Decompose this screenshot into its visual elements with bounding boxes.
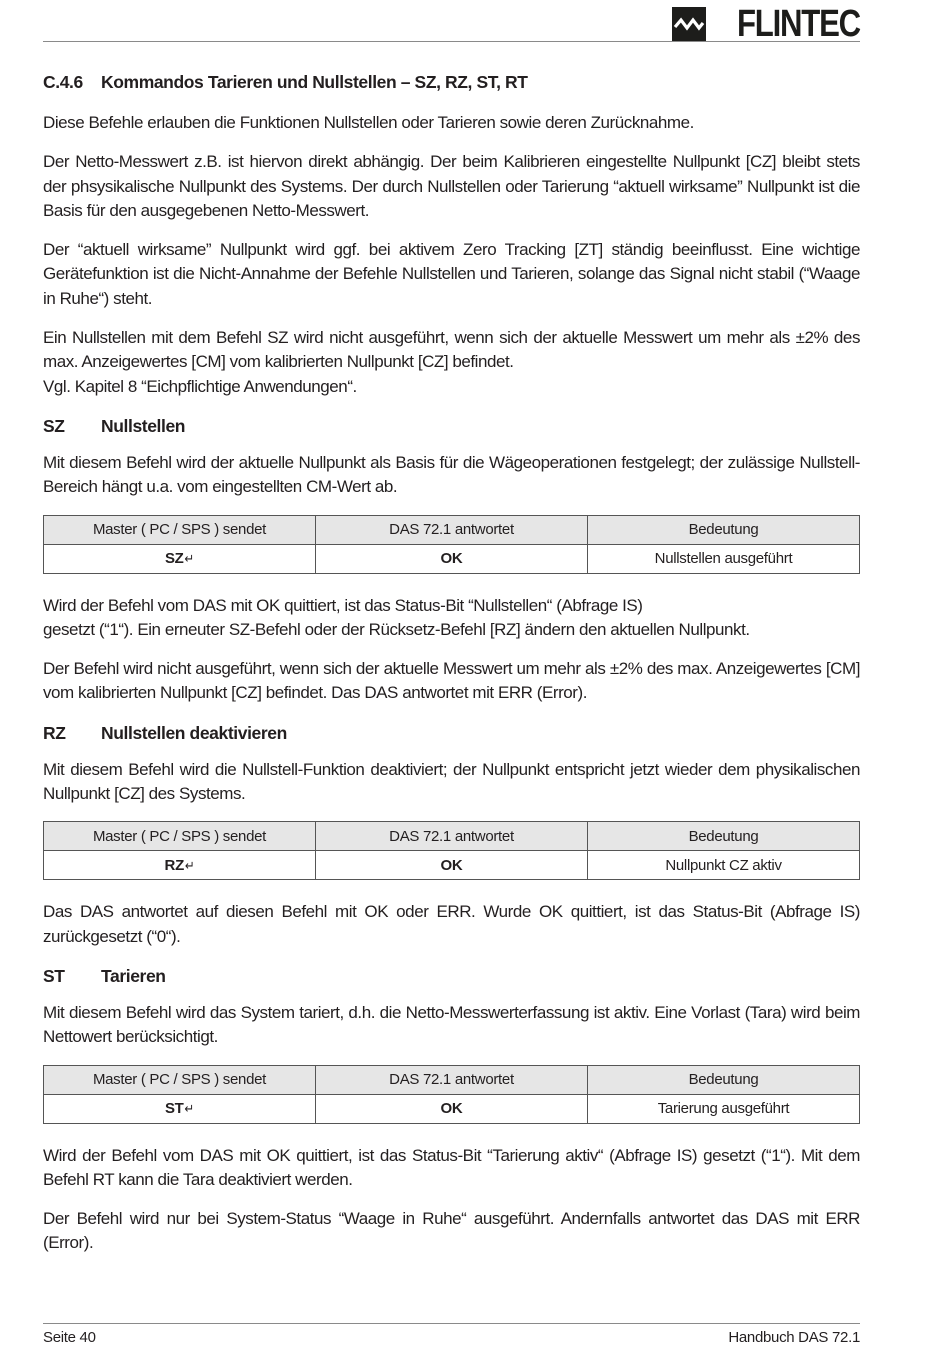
st-meaning-cell: Tarierung ausgeführt bbox=[588, 1094, 860, 1123]
st-heading bbox=[43, 964, 860, 988]
rz-command-table bbox=[43, 821, 860, 880]
main-content bbox=[43, 70, 860, 1271]
table-header-row bbox=[44, 515, 860, 544]
header-master-sends: Master ( PC / SPS ) sendet bbox=[44, 515, 316, 544]
page-number: Seite 40 bbox=[43, 1329, 96, 1346]
logo-text: FLINTEC bbox=[737, 3, 860, 45]
table-row bbox=[44, 851, 860, 880]
sz-heading bbox=[43, 414, 860, 438]
logo-wave-icon bbox=[672, 7, 706, 41]
table-row bbox=[44, 1094, 860, 1123]
header-master-sends: Master ( PC / SPS ) sendet bbox=[44, 822, 316, 851]
sz-after-paragraph-2: Der Befehl wird nicht ausgeführt, wenn sich der aktuelle Messwert um mehr als ±2% des max. Anzeigewertes [CM] vom kalibrierten Nullpunkt [CZ] befindet. Das DAS antwortet mit ERR (Error). bbox=[43, 659, 860, 703]
intro-paragraph-1: Diese Befehle erlauben die Funktionen Nullstellen oder Tarieren sowie deren Zurücknahme. bbox=[43, 113, 694, 132]
st-command-table bbox=[43, 1065, 860, 1124]
intro-paragraph-2: Der Netto-Messwert z.B. ist hiervon direkt abhängig. Der beim Kalibrieren eingestellte Nullpunkt [CZ] bleibt stets der phsysikalische Nullpunkt des Systems. Der durch Nullstellen oder Tarierung “aktuell wirksame” Nullpunkt ist die Basis für den ausgegebenen Netto-Messwert. bbox=[43, 152, 860, 220]
enter-icon: ↵ bbox=[184, 1101, 195, 1117]
sz-title: Nullstellen bbox=[101, 415, 186, 436]
sz-code: SZ bbox=[43, 415, 65, 436]
st-title: Tarieren bbox=[101, 965, 166, 986]
sz-after-line-1: Wird der Befehl vom DAS mit OK quittiert, ist das Status-Bit “Nullstellen“ (Abfrage IS) bbox=[43, 595, 643, 615]
footer-divider bbox=[43, 1323, 860, 1324]
sz-command-table bbox=[43, 515, 860, 574]
header-das-answers: DAS 72.1 antwortet bbox=[316, 822, 588, 851]
rz-meaning-cell: Nullpunkt CZ aktiv bbox=[588, 851, 860, 880]
rz-command-text: RZ bbox=[164, 856, 184, 874]
intro-paragraph-4-text: Ein Nullstellen mit dem Befehl SZ wird nicht ausgeführt, wenn sich der aktuelle Messwert um mehr als ±2% des max. Anzeigewertes [CM] vom kalibrierten Nullpunkt [CZ] befindet. bbox=[43, 328, 860, 372]
section-title: Kommandos Tarieren und Nullstellen – SZ, RZ, ST, RT bbox=[101, 72, 528, 92]
section-heading bbox=[43, 70, 860, 94]
rz-answer-cell: OK bbox=[316, 851, 588, 880]
sz-meaning-cell: Nullstellen ausgeführt bbox=[588, 544, 860, 573]
rz-title: Nullstellen deaktivieren bbox=[101, 722, 287, 743]
st-answer-cell: OK bbox=[316, 1094, 588, 1123]
enter-icon: ↵ bbox=[184, 551, 195, 567]
table-header-row bbox=[44, 822, 860, 851]
rz-heading bbox=[43, 721, 860, 745]
section-number: C.4.6 bbox=[43, 72, 83, 92]
sz-answer-cell: OK bbox=[316, 544, 588, 573]
header-meaning: Bedeutung bbox=[588, 822, 860, 851]
st-command-text: ST bbox=[164, 1100, 184, 1118]
header-meaning: Bedeutung bbox=[588, 515, 860, 544]
sz-after-paragraph-1 bbox=[43, 594, 860, 643]
st-after-paragraph-1: Wird der Befehl vom DAS mit OK quittiert, ist das Status-Bit “Tarierung aktiv“ (Abfrage IS) gesetzt (“1“). Mit dem Befehl RT kann die Tara deaktiviert werden. bbox=[43, 1145, 860, 1189]
table-row bbox=[44, 544, 860, 573]
st-after-paragraph-2: Der Befehl wird nur bei System-Status “Waage in Ruhe“ ausgeführt. Andernfalls antwortet das DAS mit ERR (Error). bbox=[43, 1209, 860, 1253]
table-header-row bbox=[44, 1065, 860, 1094]
st-sends-cell bbox=[44, 1094, 316, 1123]
sz-sends-cell bbox=[44, 544, 316, 573]
intro-paragraph-3: Der “aktuell wirksame” Nullpunkt wird ggf. bei aktivem Zero Tracking [ZT] ständig beeinflusst. Eine wichtige Gerätefunktion ist die Nicht-Annahme der Befehle Nullstellen und Tarieren, solange das Signal nicht stabil (“Waage in Ruhe“) steht. bbox=[43, 240, 860, 308]
intro-paragraph-4 bbox=[43, 326, 860, 399]
manual-title: Handbuch DAS 72.1 bbox=[728, 1329, 860, 1346]
st-code: ST bbox=[43, 965, 65, 986]
rz-sends-cell bbox=[44, 851, 316, 880]
rz-after-paragraph: Das DAS antwortet auf diesen Befehl mit OK oder ERR. Wurde OK quittiert, ist das Status-Bit (Abfrage IS) zurückgesetzt (“0“). bbox=[43, 902, 860, 946]
header-das-answers: DAS 72.1 antwortet bbox=[316, 1065, 588, 1094]
sz-after-line-2: gesetzt (“1“). Ein erneuter SZ-Befehl oder der Rücksetz-Befehl [RZ] ändern den aktuellen Nullpunkt. bbox=[43, 619, 750, 639]
rz-description: Mit diesem Befehl wird die Nullstell-Funktion deaktiviert; der Nullpunkt entspricht jetzt wieder dem physikalischen Nullpunkt [CZ] des Systems. bbox=[43, 759, 860, 804]
enter-icon: ↵ bbox=[184, 857, 195, 873]
sz-command-text: SZ bbox=[164, 550, 184, 568]
header-divider bbox=[43, 41, 860, 42]
header-das-answers: DAS 72.1 antwortet bbox=[316, 515, 588, 544]
chapter-reference: Vgl. Kapitel 8 “Eichpflichtige Anwendungen“. bbox=[43, 376, 357, 396]
flintec-logo bbox=[672, 3, 860, 45]
sz-description: Mit diesem Befehl wird der aktuelle Nullpunkt als Basis für die Wägeoperationen festgelegt; der zulässige Nullstell-Bereich hängt u.a. vom eingestellten CM-Wert ab. bbox=[43, 452, 860, 497]
st-description: Mit diesem Befehl wird das System tariert, d.h. die Netto-Messwerterfassung ist aktiv. Eine Vorlast (Tara) wird beim Nettowert berücksichtigt. bbox=[43, 1002, 860, 1047]
header-meaning: Bedeutung bbox=[588, 1065, 860, 1094]
header-master-sends: Master ( PC / SPS ) sendet bbox=[44, 1065, 316, 1094]
document-page bbox=[43, 0, 860, 1370]
rz-code: RZ bbox=[43, 722, 66, 743]
